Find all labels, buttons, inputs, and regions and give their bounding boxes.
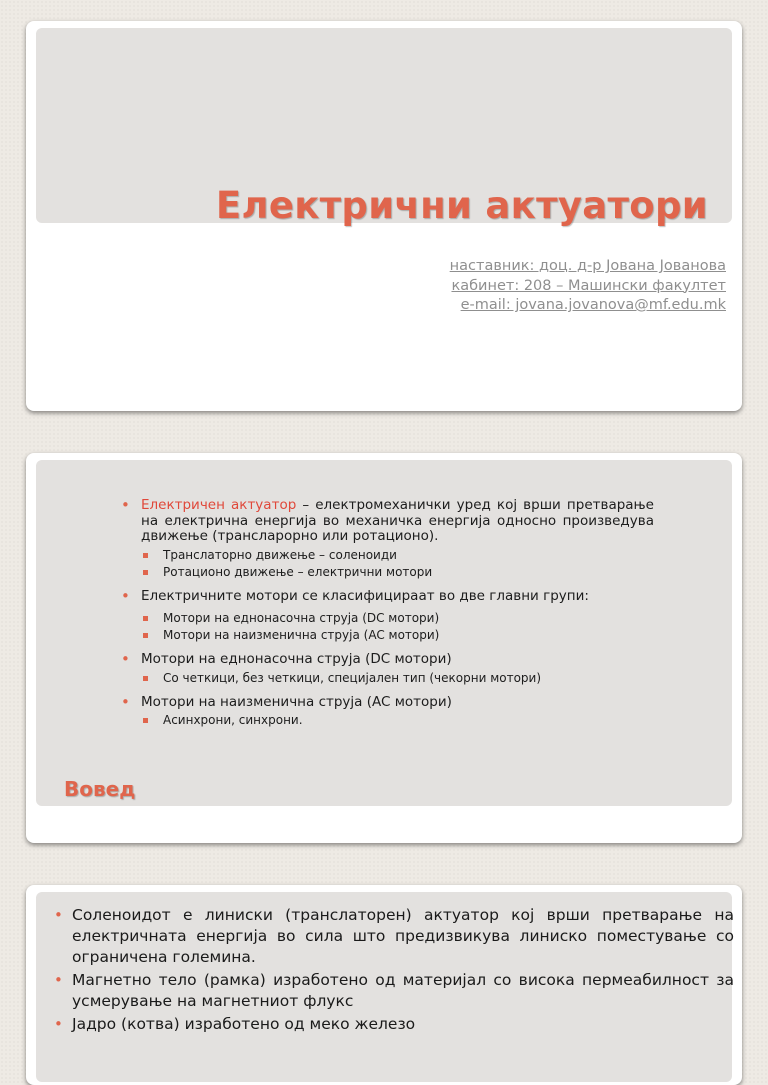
- bullet-motor-classification: • Електричните мотори се класифицираат во две главни групи:: [121, 586, 589, 605]
- square-bullet-icon: [143, 616, 148, 621]
- bullet-dot-icon: •: [121, 650, 130, 668]
- bullet-dot-icon: •: [121, 692, 130, 711]
- bullet-dot-icon: •: [121, 496, 130, 514]
- sub-bullet: Со четкици, без четкици, специјален тип (чекорни мотори): [163, 670, 654, 687]
- bullet-dc-motors: • Мотори на еднонасочна струја (DC мотори): [121, 650, 452, 668]
- bullet-magnetic-body: • Магнетно тело (рамка) изработено од материјал со висока пермеабилност за усмерување на магнетниот флукс: [54, 971, 734, 1010]
- instructor-line: наставник: доц. д-р Јована Јованова: [449, 258, 726, 274]
- square-bullet-icon: [143, 570, 148, 575]
- email-line: e-mail: jovana.jovanova@mf.edu.mk: [460, 297, 726, 313]
- square-bullet-icon: [143, 718, 148, 723]
- bullet-dot-icon: •: [54, 906, 63, 924]
- intro-bullet-list: [121, 496, 654, 729]
- bullet-dot-icon: •: [121, 586, 130, 605]
- bullet-ac-motors: • Мотори на наизменична струја (AC мотори): [121, 692, 452, 711]
- definition-text: – електромеханички уред кој врши претварање на електрична енергија во механичка енергија односно произведува движење (трансларорно или ротационо).: [141, 497, 654, 544]
- term-electric-actuator: Електричен актуатор: [141, 497, 297, 513]
- bullet-core: • Јадро (котва) изработено од меко железо: [54, 1015, 416, 1033]
- sub-bullet: Мотори на еднонасочна струја (DC мотори): [163, 610, 654, 627]
- office-line: кабинет: 208 – Машински факултет: [451, 277, 726, 294]
- solenoid-bullet-list: [54, 905, 734, 1037]
- square-bullet-icon: [143, 553, 148, 558]
- bullet-dot-icon: •: [54, 971, 63, 989]
- square-bullet-icon: [143, 633, 148, 638]
- bullet-solenoid-definition: • Соленоидот е линиски (транслаторен) актуатор кој врши претварање на електричната енергија во сила што предизвикува линиско поместување со ограничена големина.: [54, 906, 734, 966]
- sub-bullet: Транслаторно движење – соленоиди: [163, 547, 654, 564]
- sub-bullet: Асинхрони, синхрони.: [163, 712, 654, 729]
- square-bullet-icon: [143, 676, 148, 681]
- intro-slide: [26, 453, 742, 843]
- instructor-info: [450, 257, 726, 316]
- bullet-dot-icon: •: [54, 1015, 63, 1033]
- solenoid-slide: [26, 885, 742, 1085]
- slide-title: Електрични актуатори: [215, 184, 708, 227]
- title-slide: [26, 21, 742, 411]
- sub-bullet: Мотори на наизменична струја (AC мотори): [163, 627, 654, 644]
- sub-bullet: Ротационо движење – електрични мотори: [163, 564, 654, 581]
- bullet-actuator-definition: [121, 496, 654, 545]
- section-title: Вовед: [64, 777, 136, 801]
